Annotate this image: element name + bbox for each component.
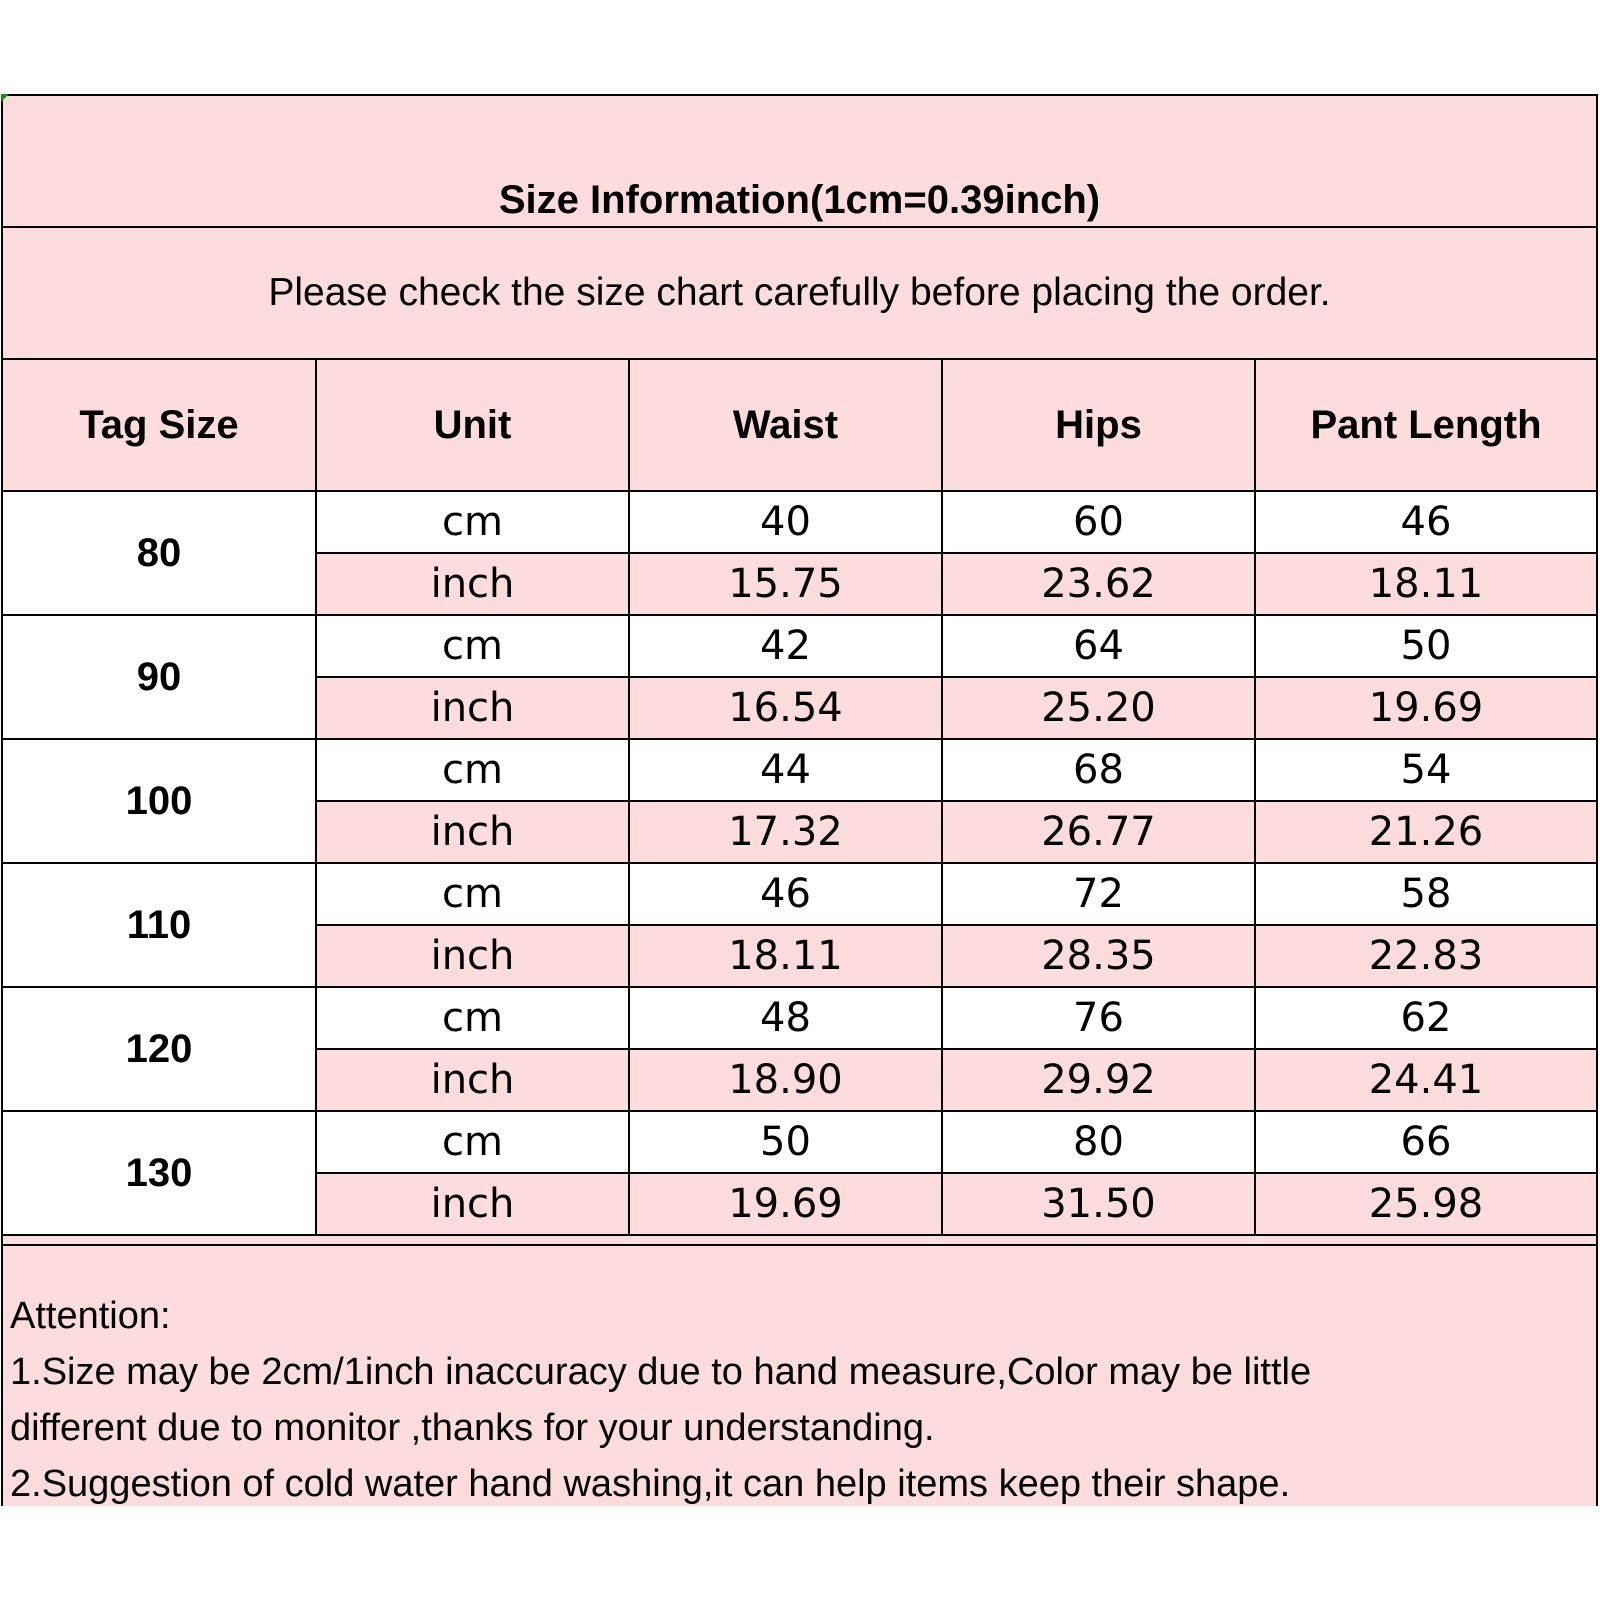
tag-size-cell: 80 <box>3 491 316 615</box>
attention-line-3: 2.Suggestion of cold water hand washing,it can help items keep their shape. <box>10 1463 1291 1505</box>
unit-cell: cm <box>316 739 629 801</box>
waist-cell: 46 <box>629 863 942 925</box>
unit-cell: cm <box>316 1111 629 1173</box>
hips-cell: 25.20 <box>942 677 1255 739</box>
chart-title: Size Information(1cm=0.39inch) <box>498 178 1101 222</box>
unit-cell: inch <box>316 801 629 863</box>
header-unit: Unit <box>316 360 629 491</box>
attention-heading: Attention: <box>10 1295 171 1337</box>
waist-cell: 19.69 <box>629 1173 942 1235</box>
header-row <box>3 360 1596 491</box>
pant-length-cell: 18.11 <box>1255 553 1596 615</box>
pant-length-cell: 21.26 <box>1255 801 1596 863</box>
waist-cell: 17.32 <box>629 801 942 863</box>
attention-line-1: 1.Size may be 2cm/1inch inaccuracy due to hand measure,Color may be little <box>10 1351 1312 1393</box>
pant-length-cell: 24.41 <box>1255 1049 1596 1111</box>
waist-cell: 40 <box>629 491 942 553</box>
unit-cell: inch <box>316 677 629 739</box>
unit-cell: inch <box>316 553 629 615</box>
hips-cell: 76 <box>942 987 1255 1049</box>
waist-cell: 18.90 <box>629 1049 942 1111</box>
unit-cell: inch <box>316 1173 629 1235</box>
pant-length-cell: 25.98 <box>1255 1173 1596 1235</box>
pant-length-cell: 66 <box>1255 1111 1596 1173</box>
header-tag-size: Tag Size <box>3 360 316 491</box>
pant-length-cell: 58 <box>1255 863 1596 925</box>
hips-cell: 31.50 <box>942 1173 1255 1235</box>
unit-cell: cm <box>316 615 629 677</box>
hips-cell: 72 <box>942 863 1255 925</box>
unit-cell: cm <box>316 987 629 1049</box>
size-table <box>3 360 1596 1236</box>
hips-cell: 23.62 <box>942 553 1255 615</box>
unit-cell: cm <box>316 491 629 553</box>
hips-cell: 60 <box>942 491 1255 553</box>
waist-cell: 18.11 <box>629 925 942 987</box>
attention-section <box>3 1244 1596 1506</box>
size-row-cm <box>3 491 1596 553</box>
size-row-cm <box>3 615 1596 677</box>
tag-size-cell: 100 <box>3 739 316 863</box>
size-row-cm <box>3 739 1596 801</box>
tag-size-cell: 110 <box>3 863 316 987</box>
waist-cell: 42 <box>629 615 942 677</box>
unit-cell: cm <box>316 863 629 925</box>
pant-length-cell: 54 <box>1255 739 1596 801</box>
waist-cell: 50 <box>629 1111 942 1173</box>
size-row-cm <box>3 987 1596 1049</box>
hips-cell: 29.92 <box>942 1049 1255 1111</box>
waist-cell: 16.54 <box>629 677 942 739</box>
waist-cell: 48 <box>629 987 942 1049</box>
pant-length-cell: 50 <box>1255 615 1596 677</box>
hips-cell: 68 <box>942 739 1255 801</box>
pant-length-cell: 19.69 <box>1255 677 1596 739</box>
tag-size-cell: 130 <box>3 1111 316 1235</box>
order-note: Please check the size chart carefully before placing the order. <box>268 271 1331 314</box>
hips-cell: 80 <box>942 1111 1255 1173</box>
header-hips: Hips <box>942 360 1255 491</box>
pant-length-cell: 46 <box>1255 491 1596 553</box>
tag-size-cell: 120 <box>3 987 316 1111</box>
size-row-cm <box>3 863 1596 925</box>
tag-size-cell: 90 <box>3 615 316 739</box>
hips-cell: 28.35 <box>942 925 1255 987</box>
unit-cell: inch <box>316 925 629 987</box>
note-row <box>3 228 1596 360</box>
header-waist: Waist <box>629 360 942 491</box>
attention-line-2: different due to monitor ,thanks for your understanding. <box>10 1407 935 1449</box>
header-pant-length: Pant Length <box>1255 360 1596 491</box>
waist-cell: 44 <box>629 739 942 801</box>
size-chart <box>1 94 1598 1506</box>
size-row-cm <box>3 1111 1596 1173</box>
pant-length-cell: 62 <box>1255 987 1596 1049</box>
hips-cell: 26.77 <box>942 801 1255 863</box>
hips-cell: 64 <box>942 615 1255 677</box>
pant-length-cell: 22.83 <box>1255 925 1596 987</box>
waist-cell: 15.75 <box>629 553 942 615</box>
unit-cell: inch <box>316 1049 629 1111</box>
title-row <box>3 96 1596 228</box>
